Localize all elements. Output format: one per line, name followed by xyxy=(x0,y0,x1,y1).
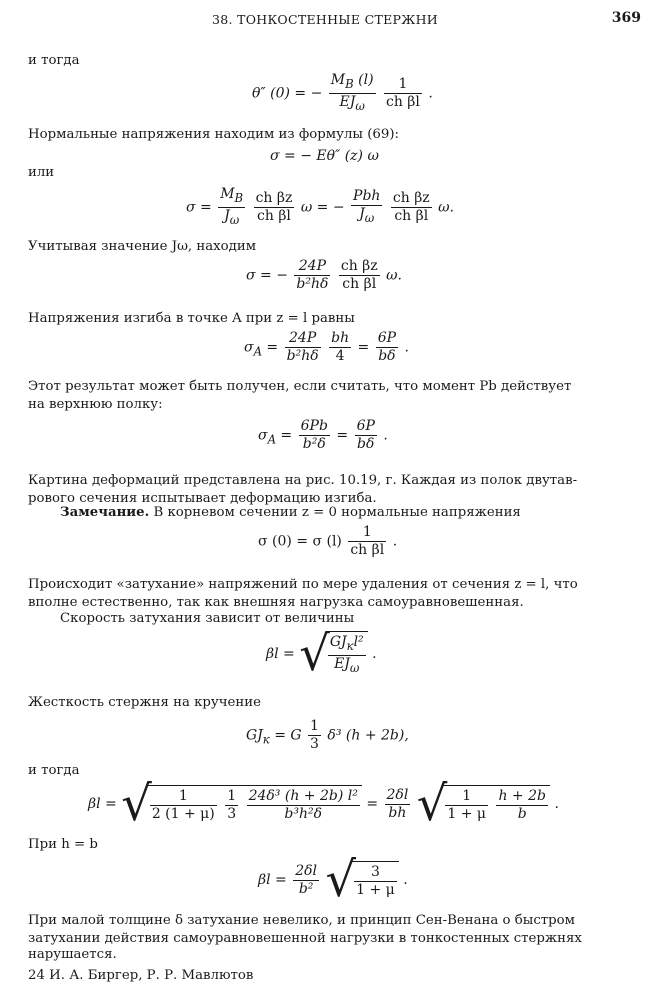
text-line: рового сечения испытывает деформацию изгиба. xyxy=(28,491,377,506)
footer-page: 24 xyxy=(28,968,45,983)
formula-sigma-zero: σ (0) = σ (l) $\frac{1}{\text{ch βl}}$ . xyxy=(258,524,398,558)
text-line: нарушается. xyxy=(28,947,117,962)
formula-beta-l: βl = √ $\frac{GJ_кl^2}{EJ_\omega}$ . xyxy=(266,626,377,682)
text-line: Нормальные напряжения находим из формулы (69): xyxy=(28,127,399,142)
formula-sigma-a-alt: $\sigma_A$ = $\frac{6Pb}{\text{b²δ}}$ = $\frac{6P}{b\delta}$ . xyxy=(258,418,388,452)
remark-line xyxy=(60,504,521,522)
text-line: и тогда xyxy=(28,763,80,778)
text-line: Происходит «затухание» напряжений по мере удаления от сечения z = l, что xyxy=(28,577,578,592)
formula-gjk: $GJ_к = G$ $\frac{1}{3}$ δ³ (h + 2b), xyxy=(246,718,409,752)
formula-beta-l-hb: βl = $\frac{2\delta l}{\text{b²}}$ √ $\frac{3}{1 + \mu}$ . xyxy=(258,852,408,908)
remark-label: Замечание. xyxy=(60,505,150,520)
text-line: Скорость затухания зависит от величины xyxy=(60,611,355,626)
formula-beta-l-expanded: βl = √ $\frac{1}{2 (1 + \mu)}$ $\frac{1}{3}$ $\frac{\text{24δ³ (h + 2b) l²}}{\text{b³h²δ}}$ = $\frac{2\delta l}{bh}$ √ $\frac{1}{1 + \mu}$ $\frac{h + 2b}{b}$ . xyxy=(88,776,559,832)
footer-authors: И. А. Биргер, Р. Р. Мавлютов xyxy=(49,968,254,983)
text-line: Напряжения изгиба в точке A при z = l равны xyxy=(28,311,355,326)
text-line: Картина деформаций представлена на рис. 10.19, г. Каждая из полок двутав- xyxy=(28,473,578,488)
chapter-title: 38. ТОНКОСТЕННЫЕ СТЕРЖНИ xyxy=(212,12,438,27)
text-line: и тогда xyxy=(28,53,80,68)
remark-text: В корневом сечении z = 0 нормальные напряжения xyxy=(149,505,521,520)
text-line: При h = b xyxy=(28,837,98,852)
text-line: вполне естественно, так как внешняя нагрузка самоуравновешенная. xyxy=(28,595,524,610)
text-line: затухании действия самоуравновешенной нагрузки в тонкостенных стержнях xyxy=(28,931,582,946)
running-header xyxy=(0,10,653,30)
formula-sigma-def: σ = − Eθ″ (z) ω xyxy=(270,148,379,164)
formula-sigma-expanded: σ = $\frac{M_B}{J_\omega}$ $\frac{\text{ch βz}}{\text{ch βl}}$ ω = − $\frac{\text{Pbh}}{J_\omega}$ $\frac{\text{ch βz}}{\text{ch βl}}$ ω. xyxy=(186,186,455,227)
text-line: При малой толщине δ затухание невелико, и принцип Сен-Венана о быстром xyxy=(28,913,576,928)
text-line: Этот результат может быть получен, если считать, что момент Pb действует xyxy=(28,379,572,394)
footer xyxy=(28,968,253,983)
text-line: на верхнюю полку: xyxy=(28,397,163,412)
formula-sigma-final: σ = − $\frac{24P}{\text{b²hδ}}$ $\frac{\text{ch βz}}{\text{ch βl}}$ ω. xyxy=(246,258,402,292)
text-line: или xyxy=(28,165,55,180)
formula-theta: θ″ (0) = − $\frac{M_B (l)}{EJ_\omega}$ $\frac{1}{\text{ch βl}}$ . xyxy=(252,72,433,113)
text-line: Жесткость стержня на кручение xyxy=(28,695,262,710)
text-line: Учитывая значение Jω, находим xyxy=(28,239,257,254)
page-number: 369 xyxy=(611,10,641,26)
formula-sigma-a: $\sigma_A$ = $\frac{24P}{\text{b²hδ}}$ $\frac{bh}{4}$ = $\frac{6P}{b\delta}$ . xyxy=(244,330,409,364)
